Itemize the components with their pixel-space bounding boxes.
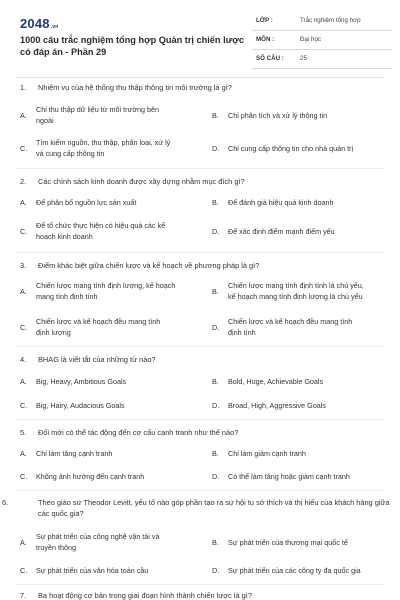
meta-row-class — [252, 14, 392, 31]
option-letter: B. — [212, 449, 219, 458]
option-c[interactable] — [20, 137, 198, 159]
question-text — [20, 427, 380, 438]
option-letter: B. — [212, 538, 219, 547]
meta-label: MÔN : — [256, 36, 275, 43]
option-text: Chiến lược và kế hoạch đều mang tính — [228, 317, 353, 326]
option-text: Chiến lược mang tính định tính là chủ yếu, — [228, 281, 364, 290]
option-a[interactable] — [20, 280, 202, 302]
question-number: 3. — [20, 261, 27, 270]
option-text: Để tổ chức thực hiện có hiệu quả các kế — [36, 221, 166, 230]
question-text — [20, 82, 380, 93]
option-letter: D. — [212, 566, 220, 575]
option-text: Sự phát triển của công nghệ vận tải và — [36, 532, 160, 541]
question-divider — [16, 584, 384, 585]
meta-label: SỐ CÂU : — [256, 55, 284, 62]
question-divider — [16, 252, 384, 253]
meta-label: LỚP : — [256, 17, 273, 24]
question-stem: BHAG là viết tắt của những từ nào? — [38, 355, 156, 364]
option-text: kế hoạch mang tính định lượng là chủ yếu — [228, 292, 363, 301]
option-text: hoạch kinh doanh — [36, 232, 93, 241]
question-divider — [16, 168, 384, 169]
option-text: ngoài — [36, 116, 54, 125]
option-letter: C. — [20, 323, 28, 332]
document-title: 1000 câu trắc nghiệm tổng hợp Quản trị chiến lược có đáp án - Phần 29 — [20, 35, 244, 57]
option-letter: A. — [20, 111, 27, 120]
option-text: Để phân bổ nguồn lực sản xuất — [36, 198, 137, 207]
option-letter: A. — [20, 377, 27, 386]
meta-value: Đại học — [300, 36, 321, 43]
option-text: Chiến lược và kế hoạch đều mang tính — [36, 317, 161, 326]
option-text: Chỉ làm tăng cạnh tranh — [36, 449, 113, 458]
option-letter: D. — [212, 323, 220, 332]
option-letter: B. — [212, 198, 219, 207]
option-text: và cung cấp thông tin — [36, 149, 105, 158]
option-letter: C. — [20, 401, 28, 410]
option-a[interactable] — [20, 531, 202, 553]
question-stem: Nhiệm vụ của hệ thống thu thập thông tin môi trường là gì? — [38, 83, 232, 92]
logo-text: 2048 — [20, 16, 50, 31]
option-text: Không ảnh hưởng đến cạnh tranh — [36, 472, 145, 481]
option-letter: B. — [212, 377, 219, 386]
question-stem: Ba hoạt động cơ bản trong giai đoạn hình thành chiến lược là gì? — [38, 591, 252, 600]
option-text: Bold, Huge, Achievable Goals — [228, 377, 324, 386]
site-logo[interactable] — [20, 16, 59, 31]
question-stem: Điểm khác biệt giữa chiến lược và kế hoạch về phương pháp là gì? — [38, 261, 260, 270]
option-text: Tìm kiếm nguồn, thu thập, phân loại, xử lý — [36, 138, 171, 147]
option-text: Chỉ làm giảm cạnh tranh — [228, 449, 306, 458]
option-letter: C. — [20, 227, 28, 236]
option-text: Để xác định điểm mạnh điểm yếu — [228, 227, 335, 236]
option-letter: C. — [20, 566, 28, 575]
option-b[interactable] — [212, 280, 388, 302]
option-text: Chiến lược mang tính định lượng, kế hoạch — [36, 281, 176, 290]
option-letter: D. — [212, 227, 220, 236]
question-text — [20, 354, 380, 365]
option-letter: D. — [212, 144, 220, 153]
option-text: định tính — [228, 328, 256, 337]
option-letter: A. — [20, 538, 27, 547]
header-divider — [16, 77, 384, 78]
question-number: 1. — [20, 83, 27, 92]
option-letter: C. — [20, 144, 28, 153]
option-text: mang tính định tính — [36, 292, 98, 301]
question-text — [2, 497, 398, 519]
option-letter: B. — [212, 111, 219, 120]
option-letter: A. — [20, 287, 27, 296]
logo-suffix: .vn — [50, 24, 59, 30]
meta-value: Trắc nghiệm tổng hợp — [300, 17, 361, 24]
question-text — [20, 260, 380, 271]
option-a[interactable] — [20, 104, 190, 126]
document-header — [16, 14, 384, 72]
question-number: 6. — [2, 498, 9, 507]
option-text: Chỉ phân tích và xử lý thông tin — [228, 111, 328, 120]
option-text: Chỉ thu thập dữ liệu từ môi trường bên — [36, 105, 160, 114]
option-text: Sự phát triển của các công ty đa quốc gia — [228, 566, 361, 575]
option-letter: D. — [212, 472, 220, 481]
option-c[interactable] — [20, 316, 202, 338]
option-letter: A. — [20, 198, 27, 207]
option-text: Big, Heavy, Ambitious Goals — [36, 377, 127, 386]
option-letter: B. — [212, 287, 219, 296]
question-text — [20, 176, 380, 187]
document-meta — [252, 14, 392, 71]
meta-row-count — [252, 52, 392, 69]
question-number: 4. — [20, 355, 27, 364]
question-divider — [16, 346, 384, 347]
option-text: Để đánh giá hiệu quả kinh doanh — [228, 198, 334, 207]
question-stem: Các chính sách kinh doanh được xây dựng nhằm mục đích gì? — [38, 177, 245, 186]
question-text — [20, 590, 380, 600]
option-letter: D. — [212, 401, 220, 410]
question-stem: Theo giáo sư Theodor Levitt, yếu tố nào góp phần tạo ra sự hội tụ sở thích và thị hiếu của khách hàng giữa các quốc gia? — [38, 498, 390, 518]
meta-value: 25 — [300, 55, 307, 62]
option-letter: A. — [20, 449, 27, 458]
option-letter: C. — [20, 472, 28, 481]
option-text: truyền thông — [36, 543, 76, 552]
option-text: Sự phát triển của văn hóa toàn cầu — [36, 566, 149, 575]
question-divider — [16, 419, 384, 420]
option-text: Có thể làm tăng hoặc giảm cạnh tranh — [228, 472, 350, 481]
option-text: Broad, High, Aggressive Goals — [228, 401, 326, 410]
question-divider — [16, 490, 384, 491]
question-number: 2. — [20, 177, 27, 186]
option-text: Sự phát triển của thương mại quốc tế — [228, 538, 348, 547]
meta-row-subject — [252, 33, 392, 50]
option-text: Chỉ cung cấp thông tin cho nhà quản trị — [228, 144, 354, 153]
question-stem: Đối mới có thể tác động đến cơ cấu cạnh tranh như thế nào? — [38, 428, 239, 437]
option-text: định lượng — [36, 328, 71, 337]
option-c[interactable] — [20, 220, 198, 242]
question-number: 5. — [20, 428, 27, 437]
option-text: Big, Hairy, Audacious Goals — [36, 401, 125, 410]
question-number: 7. — [20, 591, 27, 600]
option-d[interactable] — [212, 316, 388, 338]
